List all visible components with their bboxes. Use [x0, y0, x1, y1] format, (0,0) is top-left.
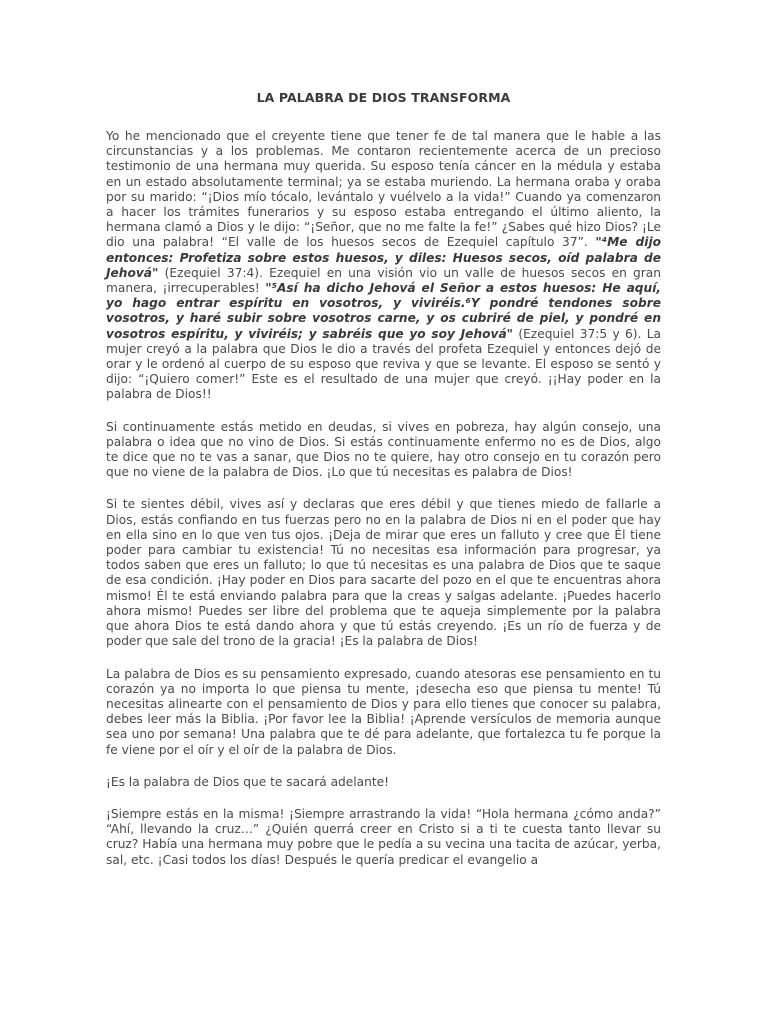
paragraph-1-text-a: Yo he mencionado que el creyente tiene que tener fe de tal manera que le hable a las circunstancias y a los problemas. Me contaron recientemente acerca de un precioso testimonio de una hermana muy querida. Su esposo tenía cáncer en la médula y estaba en un estado absolutamente terminal; ya se estaba muriendo. La hermana oraba y oraba por su marido: “¡Dios mío tócalo, levántalo y vuélvelo a la vida!” Cuando ya comenzaron a hacer los trámites funerarios y su esposo estaba entregando el último aliento, la hermana clamó a Dios y le dijo: “¡Señor, que no me falte la fe!” ¿Sabes qué hizo Dios? ¡Le dio una palabra! “El valle de los huesos secos de Ezequiel capítulo 37”.: [106, 129, 661, 250]
verse-ezequiel-37-4: "⁴Me dijo entonces: Profetiza sobre estos huesos, y diles: Huesos secos, oíd palabra de Jehová": [106, 235, 661, 280]
paragraph-5: ¡Es la palabra de Dios que te sacará adelante!: [106, 774, 390, 789]
paragraph-4: La palabra de Dios es su pensamiento expresado, cuando atesoras ese pensamiento en tu corazón ya no importa lo que piensa tu mente, ¡desecha eso que piensa tu mente! Tú necesitas alinearte con el pensamiento de Dios y para ello tienes que conocer su palabra, debes leer más la Biblia. ¡Por favor lee la Biblia! ¡Aprende versículos de memoria aunque sea uno por semana! Una palabra que te dé para adelante, que fortalezca tu fe porque la fe viene por el oír y el oír de la palabra de Dios.: [106, 666, 661, 757]
verse-ezequiel-37-5-6: "⁵Así ha dicho Jehová el Señor a estos huesos: He aquí, yo hago entrar espíritu en vosotros, y viviréis.⁶Y pondré tendones sobre vosotros, y haré subir sobre vosotros carne, y os cubriré de piel, y pondré en vosotros espíritu, y viviréis; y sabréis que yo soy Jehová": [106, 281, 662, 341]
paragraph-3: Si te sientes débil, vives así y declaras que eres débil y que tienes miedo de fallarle a Dios, estás confiando en tus fuerzas pero no en la palabra de Dios ni en el poder que hay en ella sino en lo que ven tus ojos. ¡Deja de mirar que eres un falluto y cree que Él tiene poder para cambiar tu existencia! Tú no necesitas esa información para progresar, ya todos saben que eres un falluto; lo que tú necesitas es una palabra de Dios que te saque de esa condición. ¡Hay poder en Dios para sacarte del pozo en el que te encuentras ahora mismo! Él te está enviando palabra para que la creas y salgas adelante. ¡Puedes hacerlo ahora mismo! Puedes ser libre del problema que te aqueja simplemente por la palabra que ahora Dios te está dando ahora y que tú estás creyendo. ¡Es un río de fuerza y de poder que sale del trono de la gracia! ¡Es la palabra de Dios!: [106, 497, 661, 649]
paragraph-1-text-b: (Ezequiel 37:4). Ezequiel en una visión vio un valle de huesos secos en gran manera, ¡irrecuperables!: [106, 265, 661, 296]
paragraph-1-text-c: (Ezequiel 37:5 y 6). La mujer creyó a la palabra que Dios le dio a través del profeta Ezequiel y entonces dejó de orar y le ordenó al cuerpo de su esposo que reviva y que se levante. El esposo se sentó y dijo: “¡Quiero comer!” Este es el resultado de una mujer que creyó. ¡¡Hay poder en la palabra de Dios!!: [106, 326, 661, 402]
document-title: LA PALABRA DE DIOS TRANSFORMA: [256, 90, 511, 105]
paragraph-1: [106, 129, 661, 403]
paragraph-2: Si continuamente estás metido en deudas, si vives en pobreza, hay algún consejo, una palabra o idea que no vino de Dios. Si estás continuamente enfermo no es de Dios, algo te dice que no te vas a sanar, que Dios no te quiere, hay otro consejo en tu corazón pero que no viene de la palabra de Dios. ¡Lo que tú necesitas es palabra de Dios!: [106, 419, 661, 480]
document-page: [106, 90, 661, 885]
paragraph-6: ¡Siempre estás en la misma! ¡Siempre arrastrando la vida! “Hola hermana ¿cómo anda?” “Ahí, llevando la cruz…” ¿Quién querrá creer en Cristo si a ti te cuesta tanto llevar su cruz? Había una hermana muy pobre que le pedía a su vecina una tacita de azúcar, yerba, sal, etc. ¡Casi todos los días! Después le quería predicar el evangelio a: [106, 806, 661, 867]
